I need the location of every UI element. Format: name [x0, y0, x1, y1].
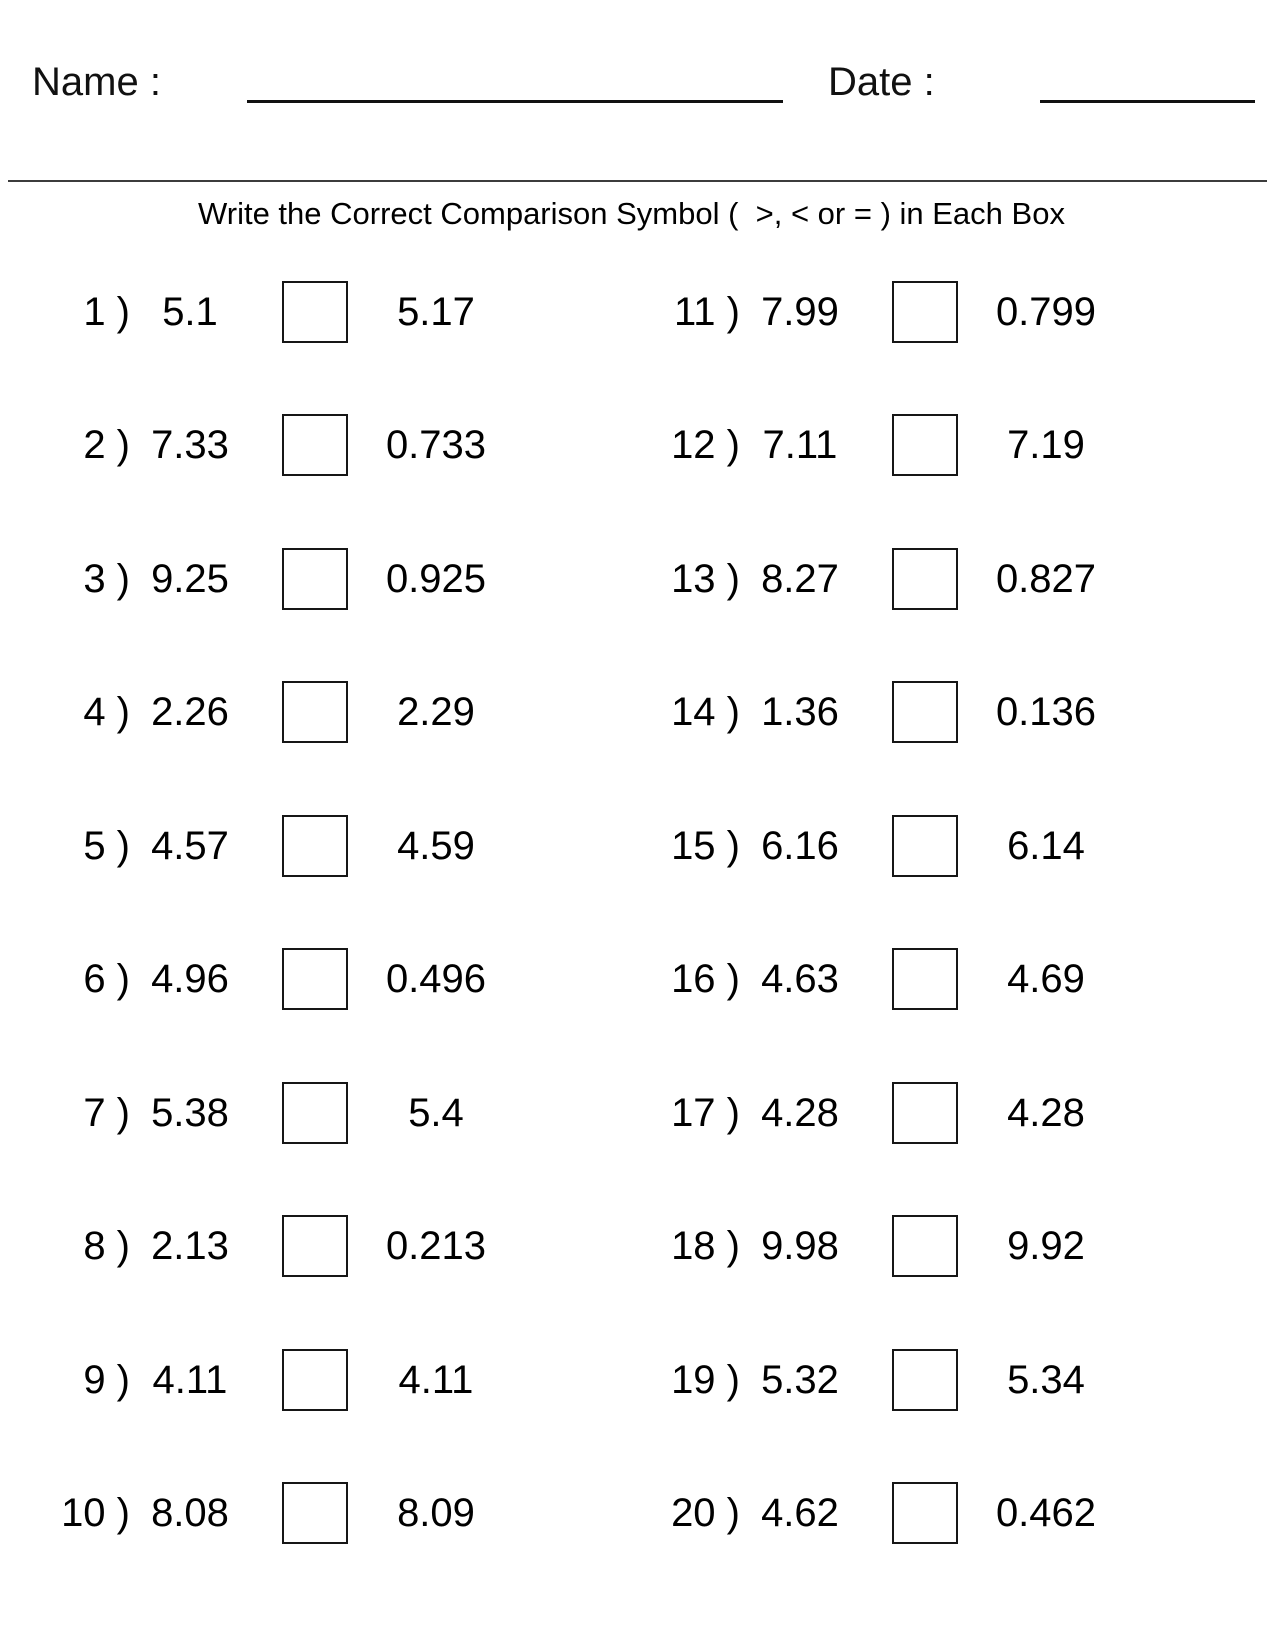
left-value: 7.99 [761, 289, 839, 334]
right-value: 5.4 [408, 1090, 464, 1135]
answer-box[interactable] [282, 948, 348, 1010]
problem-number: 4 ) [83, 690, 130, 735]
answer-box[interactable] [892, 414, 958, 476]
answer-box[interactable] [892, 1349, 958, 1411]
answer-box[interactable] [892, 281, 958, 343]
right-value: 5.34 [1007, 1357, 1085, 1402]
left-value: 6.16 [761, 823, 839, 868]
right-value: 4.28 [1007, 1090, 1085, 1135]
right-value: 5.17 [397, 289, 475, 334]
problem-row-6 [60, 913, 600, 1047]
problem-number: 12 ) [671, 423, 740, 468]
right-value: 4.11 [398, 1357, 474, 1402]
problem-row-9 [60, 1313, 600, 1447]
problem-row-20 [670, 1447, 1230, 1581]
problem-row-17 [670, 1046, 1230, 1180]
problem-number: 9 ) [83, 1357, 130, 1402]
left-value: 9.98 [761, 1224, 839, 1269]
answer-box[interactable] [282, 1082, 348, 1144]
problem-number: 2 ) [83, 423, 130, 468]
problem-row-12 [670, 379, 1230, 513]
problem-number: 19 ) [671, 1357, 740, 1402]
problem-number: 15 ) [671, 823, 740, 868]
problem-number: 10 ) [61, 1491, 130, 1536]
problem-row-5 [60, 779, 600, 913]
answer-box[interactable] [282, 1215, 348, 1277]
problems-column-right [670, 245, 1230, 1580]
answer-box[interactable] [892, 681, 958, 743]
problem-row-4 [60, 646, 600, 780]
answer-box[interactable] [282, 548, 348, 610]
worksheet-title: Write the Correct Comparison Symbol ( >, < or = ) in Each Box [198, 196, 1065, 231]
problem-number: 11 ) [674, 289, 740, 334]
right-value: 7.19 [1007, 423, 1085, 468]
problem-row-14 [670, 646, 1230, 780]
left-value: 4.62 [761, 1491, 839, 1536]
problem-number: 20 ) [671, 1491, 740, 1536]
answer-box[interactable] [282, 681, 348, 743]
left-value: 7.33 [151, 423, 229, 468]
answer-box[interactable] [892, 948, 958, 1010]
right-value: 6.14 [1007, 823, 1085, 868]
problem-row-18 [670, 1180, 1230, 1314]
right-value: 2.29 [397, 690, 475, 735]
left-value: 8.08 [151, 1491, 229, 1536]
problem-number: 6 ) [83, 957, 130, 1002]
right-value: 8.09 [397, 1491, 475, 1536]
answer-box[interactable] [282, 1482, 348, 1544]
left-value: 8.27 [761, 556, 839, 601]
left-value: 5.38 [151, 1090, 229, 1135]
answer-box[interactable] [892, 548, 958, 610]
problem-number: 13 ) [671, 556, 740, 601]
right-value: 0.799 [995, 289, 1097, 334]
left-value: 4.96 [151, 957, 229, 1002]
left-value: 4.28 [761, 1090, 839, 1135]
right-value: 0.496 [385, 957, 487, 1002]
name-blank-line[interactable] [247, 100, 783, 103]
problem-row-19 [670, 1313, 1230, 1447]
problem-row-3 [60, 512, 600, 646]
problem-row-2 [60, 379, 600, 513]
problem-number: 16 ) [671, 957, 740, 1002]
left-value: 2.13 [151, 1224, 229, 1269]
problems-column-left [60, 245, 600, 1580]
answer-box[interactable] [282, 1349, 348, 1411]
problem-number: 1 ) [83, 289, 130, 334]
problem-row-13 [670, 512, 1230, 646]
left-value: 7.11 [762, 423, 838, 468]
answer-box[interactable] [892, 1215, 958, 1277]
header-divider [8, 180, 1267, 182]
problem-row-8 [60, 1180, 600, 1314]
problem-number: 7 ) [83, 1090, 130, 1135]
problem-row-1 [60, 245, 600, 379]
right-value: 0.827 [995, 556, 1097, 601]
name-label: Name : [32, 60, 161, 104]
date-blank-line[interactable] [1040, 100, 1255, 103]
right-value: 4.69 [1007, 957, 1085, 1002]
answer-box[interactable] [282, 815, 348, 877]
problem-number: 3 ) [83, 556, 130, 601]
problem-number: 17 ) [671, 1090, 740, 1135]
problem-row-15 [670, 779, 1230, 913]
left-value: 2.26 [151, 690, 229, 735]
answer-box[interactable] [892, 815, 958, 877]
left-value: 5.32 [761, 1357, 839, 1402]
right-value: 0.136 [995, 690, 1097, 735]
left-value: 9.25 [151, 556, 229, 601]
problem-row-16 [670, 913, 1230, 1047]
answer-box[interactable] [892, 1482, 958, 1544]
problem-row-10 [60, 1447, 600, 1581]
problem-row-11 [670, 245, 1230, 379]
answer-box[interactable] [892, 1082, 958, 1144]
date-label: Date : [828, 60, 935, 104]
problem-number: 14 ) [671, 690, 740, 735]
problem-number: 8 ) [83, 1224, 130, 1269]
problem-row-7 [60, 1046, 600, 1180]
left-value: 5.1 [162, 289, 218, 334]
right-value: 0.925 [385, 556, 487, 601]
right-value: 9.92 [1007, 1224, 1085, 1269]
left-value: 4.11 [152, 1357, 228, 1402]
left-value: 4.63 [761, 957, 839, 1002]
answer-box[interactable] [282, 414, 348, 476]
left-value: 4.57 [151, 823, 229, 868]
answer-box[interactable] [282, 281, 348, 343]
problem-number: 5 ) [83, 823, 130, 868]
right-value: 0.733 [385, 423, 487, 468]
right-value: 4.59 [397, 823, 475, 868]
left-value: 1.36 [761, 690, 839, 735]
right-value: 0.213 [385, 1224, 487, 1269]
right-value: 0.462 [995, 1491, 1097, 1536]
problem-number: 18 ) [671, 1224, 740, 1269]
